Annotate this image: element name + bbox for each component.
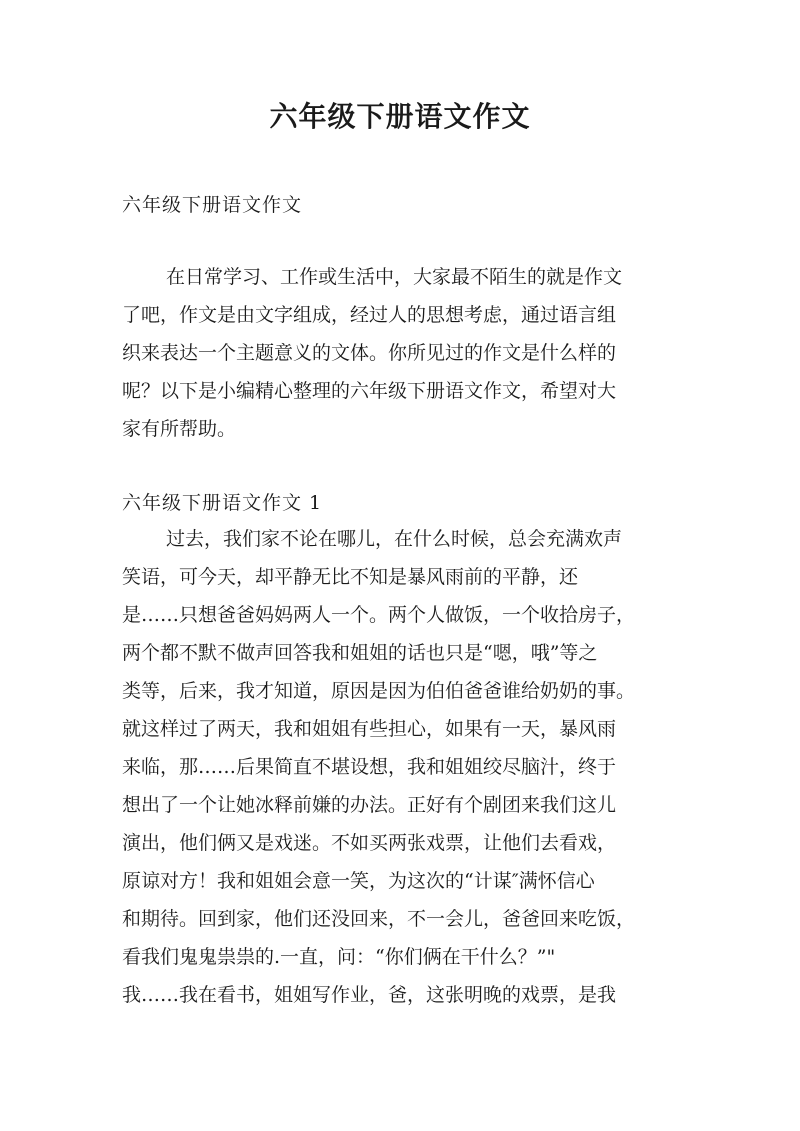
intro-line: 了吧，作文是由文字组成，经过人的思想考虑，通过语言组: [122, 304, 617, 326]
essay-line: 原谅对方！我和姐姐会意一笑，为这次的“计谋″满怀信心: [122, 870, 595, 892]
intro-paragraph: [122, 258, 682, 448]
essay-heading: 六年级下册语文作文 1: [122, 492, 323, 514]
essay-line: 类等，后来，我才知道，原因是因为伯伯爸爸谁给奶奶的事。: [122, 680, 636, 702]
essay-line: 就这样过了两天，我和姐姐有些担心，如果有一天，暴风雨: [122, 718, 617, 740]
essay-line: 想出了一个让她冰释前嫌的办法。正好有个剧团来我们这儿: [122, 794, 617, 816]
document-title: 六年级下册语文作文: [269, 100, 531, 133]
essay-line: 是……只想爸爸妈妈两人一个。两个人做饭，一个收拾房子，: [122, 604, 636, 626]
intro-line: 呢？以下是小编精心整理的六年级下册语文作文，希望对大: [122, 380, 617, 402]
essay-line: 两个都不默不做声回答我和姐姐的话也只是“嗯，哦”等之: [122, 642, 598, 664]
essay-line: 笑语，可今天，却平静无比不知是暴风雨前的平静，还: [122, 566, 579, 588]
intro-line: 织来表达一个主题意义的文体。你所见过的作文是什么样的: [122, 342, 617, 364]
essay-line: 看我们鬼鬼祟祟的.一直，问：“你们俩在干什么？”": [122, 946, 556, 968]
essay-paragraph: [122, 520, 682, 1014]
essay-line: 演出，他们俩又是戏迷。不如买两张戏票，让他们去看戏，: [122, 832, 617, 854]
intro-line: 家有所帮助。: [122, 418, 237, 440]
intro-line: 在日常学习、工作或生活中，大家最不陌生的就是作文: [166, 266, 623, 288]
document-subtitle: 六年级下册语文作文: [122, 194, 303, 216]
essay-line: 来临，那……后果简直不堪设想，我和姐姐绞尽脑汁，终于: [122, 756, 617, 778]
essay-line: 过去，我们家不论在哪儿，在什么时候，总会充满欢声: [166, 528, 623, 550]
essay-line: 和期待。回到家，他们还没回来，不一会儿，爸爸回来吃饭，: [122, 908, 636, 930]
essay-line: 我……我在看书，姐姐写作业，爸，这张明晚的戏票，是我: [122, 984, 617, 1006]
